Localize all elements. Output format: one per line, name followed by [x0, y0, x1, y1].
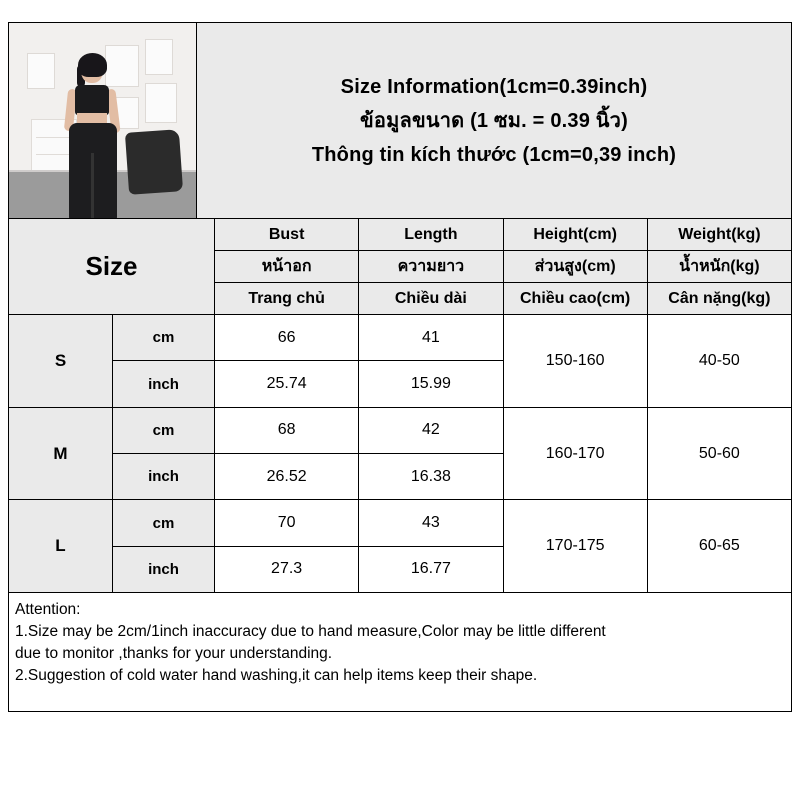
header-length-en: Length — [359, 219, 502, 251]
header-length-th: ความยาว — [359, 251, 502, 283]
attention-line-1: 1.Size may be 2cm/1inch inaccuracy due to hand measure,Color may be little different — [15, 623, 606, 640]
header-height-en: Height(cm) — [504, 219, 647, 251]
row-units — [113, 408, 215, 500]
header-bust-en: Bust — [215, 219, 358, 251]
bust-inch: 27.3 — [271, 560, 303, 578]
row-length — [359, 315, 503, 407]
row-bust — [215, 408, 359, 500]
row-units — [113, 315, 215, 407]
row-height: 150-160 — [504, 315, 648, 407]
table-row — [9, 500, 791, 593]
header-height-th: ส่วนสูง(cm) — [504, 251, 647, 283]
title-block — [197, 23, 791, 218]
header-bust-vi: Trang chủ — [248, 289, 325, 307]
unit-inch: inch — [148, 375, 179, 393]
attention-line-3: 2.Suggestion of cold water hand washing,it can help items keep their shape. — [15, 667, 538, 684]
header-weight-en: Weight(kg) — [648, 219, 791, 251]
attention-line-2: due to monitor ,thanks for your understanding. — [15, 645, 333, 662]
size-chart-sheet — [8, 22, 792, 712]
wall-frame-icon — [145, 83, 177, 123]
row-units — [113, 500, 215, 592]
title-line-en: Size Information(1cm=0.39inch) — [340, 75, 648, 98]
row-weight: 60-65 — [648, 500, 791, 592]
model-hair — [78, 53, 107, 77]
table-header-row — [9, 219, 791, 315]
bust-cm: 66 — [215, 315, 358, 361]
row-bust — [215, 315, 359, 407]
model-figure — [57, 57, 133, 218]
attention-heading: Attention: — [15, 601, 81, 618]
wall-frame-icon — [27, 53, 55, 89]
unit-cm: cm — [113, 500, 214, 546]
row-size-label: L — [9, 500, 113, 592]
model-pants — [69, 123, 117, 218]
wall-frame-icon — [145, 39, 173, 75]
bust-cm: 70 — [215, 500, 358, 546]
unit-inch: inch — [148, 468, 179, 486]
header-weight-th: น้ำหนัก(kg) — [648, 251, 791, 283]
header-col-bust — [215, 219, 359, 314]
bust-cm: 68 — [215, 408, 358, 454]
title-line-vi: Thông tin kích thước (1cm=0,39 inch) — [311, 143, 677, 166]
product-photo — [9, 23, 197, 218]
bust-inch: 26.52 — [266, 467, 307, 485]
header-length-vi: Chiều dài — [394, 289, 467, 307]
row-size-label: M — [9, 408, 113, 500]
bust-inch: 25.74 — [266, 375, 307, 393]
row-size-label: S — [9, 315, 113, 407]
table-row — [9, 408, 791, 501]
row-weight: 50-60 — [648, 408, 791, 500]
table-body — [9, 315, 791, 593]
row-weight: 40-50 — [648, 315, 791, 407]
header-size-cell: Size — [9, 219, 215, 314]
table-row — [9, 315, 791, 408]
length-cm: 42 — [359, 408, 502, 454]
row-height: 170-175 — [504, 500, 648, 592]
header-col-length — [359, 219, 503, 314]
header-band — [9, 23, 791, 219]
length-cm: 41 — [359, 315, 502, 361]
header-weight-vi: Cân nặng(kg) — [668, 289, 771, 307]
row-height: 160-170 — [504, 408, 648, 500]
header-col-height — [504, 219, 648, 314]
length-inch: 16.38 — [410, 467, 451, 485]
header-col-weight — [648, 219, 791, 314]
title-line-th: ข้อมูลขนาด (1 ซม. = 0.39 นิ้ว) — [360, 109, 628, 132]
unit-cm: cm — [113, 408, 214, 454]
row-length — [359, 500, 503, 592]
length-cm: 43 — [359, 500, 502, 546]
row-bust — [215, 500, 359, 592]
bag-icon — [125, 129, 183, 195]
unit-inch: inch — [148, 560, 179, 578]
header-bust-th: หน้าอก — [215, 251, 358, 283]
unit-cm: cm — [113, 315, 214, 361]
attention-block — [9, 593, 791, 711]
length-inch: 15.99 — [410, 375, 451, 393]
model-top — [75, 85, 109, 115]
row-length — [359, 408, 503, 500]
length-inch: 16.77 — [410, 560, 451, 578]
header-height-vi: Chiều cao(cm) — [520, 289, 631, 307]
